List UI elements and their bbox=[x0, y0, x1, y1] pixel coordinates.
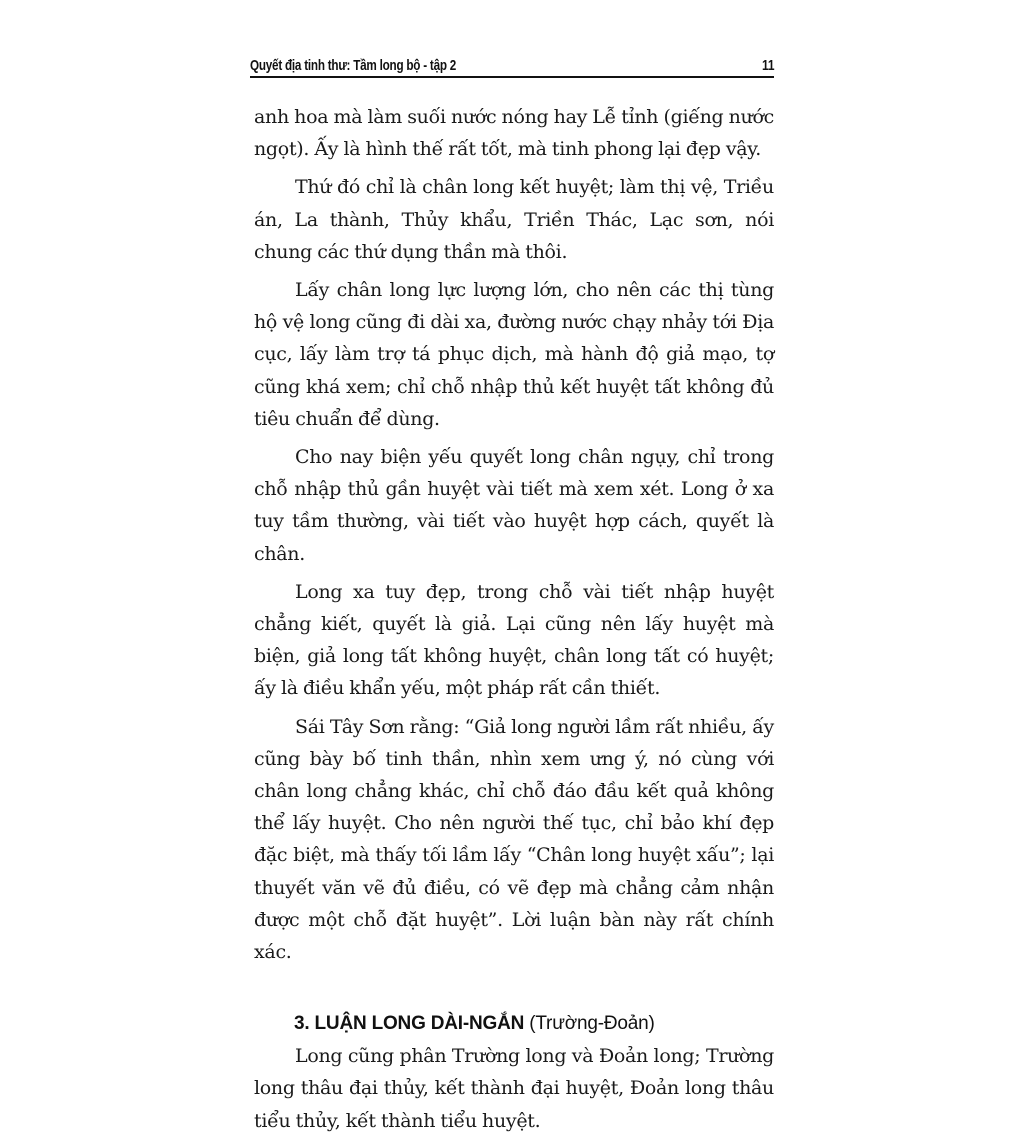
header-rule bbox=[250, 76, 774, 78]
paragraph: Lấy chân long lực lượng lớn, cho nên các thị tùng hộ vệ long cũng đi dài xa, đường nước chạy nhảy tới Địa cục, lấy làm trợ tá phục dịch, mà hành độ giả mạo, tợ cũng khá xem; chỉ chỗ nhập thủ kết huyệt tất không đủ tiêu chuẩn để dùng. bbox=[254, 279, 774, 430]
paragraph: Long cũng phân Trường long và Đoản long; Trường long thâu đại thủy, kết thành đại huyệt, Đoản long thâu tiểu thủy, kết thành tiểu huyệt. bbox=[254, 1045, 774, 1132]
paragraph: Long xa tuy đẹp, trong chỗ vài tiết nhập huyệt chẳng kiết, quyết là giả. Lại cũng nên lấy huyệt mà biện, giả long tất không huyệt, chân long tất có huyệt; ấy là điều khẩn yếu, một pháp rất cần thiết. bbox=[254, 580, 774, 700]
paragraph: Sái Tây Sơn rằng: “Giả long người lầm rất nhiều, ấy cũng bày bố tinh thần, nhìn xem ưng ý, nó cùng với chân long chẳng khác, chỉ chỗ đáo đầu kết quả không thể lấy huyệt. Cho nên người thế tục, chỉ bảo khí đẹp đặc biệt, mà thấy tối lầm lấy “Chân long huyệt xấu”; lại thuyết văn vẽ đủ điều, có vẽ đẹp mà chẳng cảm nhận được một chỗ đặt huyệt”. Lời luận bàn này rất chính xác. bbox=[254, 715, 774, 964]
paragraph: anh hoa mà làm suối nước nóng hay Lễ tỉnh (giếng nước ngọt). Ấy là hình thế rất tốt, mà tinh phong lại đẹp vậy. bbox=[254, 106, 775, 161]
section-heading-subtitle: (Trường-Đoản) bbox=[529, 1013, 655, 1035]
body-text bbox=[254, 101, 774, 1137]
paragraph: Thứ đó chỉ là chân long kết huyệt; làm thị vệ, Triều án, La thành, Thủy khẩu, Triền Thác, Lạc sơn, nói chung các thứ dụng thần mà thôi. bbox=[254, 176, 774, 263]
header-title: Quyết địa tinh thư: Tầm long bộ - tập 2 bbox=[250, 57, 457, 74]
page-number: 11 bbox=[761, 57, 774, 74]
section-heading bbox=[294, 1008, 774, 1040]
section-heading-title: 3. LUẬN LONG DÀI-NGẮN bbox=[294, 1013, 525, 1035]
running-header bbox=[250, 48, 774, 74]
paragraph: Cho nay biện yếu quyết long chân ngụy, chỉ trong chỗ nhập thủ gần huyệt vài tiết mà xem xét. Long ở xa tuy tầm thường, vài tiết vào huyệt hợp cách, quyết là chân. bbox=[254, 446, 774, 565]
